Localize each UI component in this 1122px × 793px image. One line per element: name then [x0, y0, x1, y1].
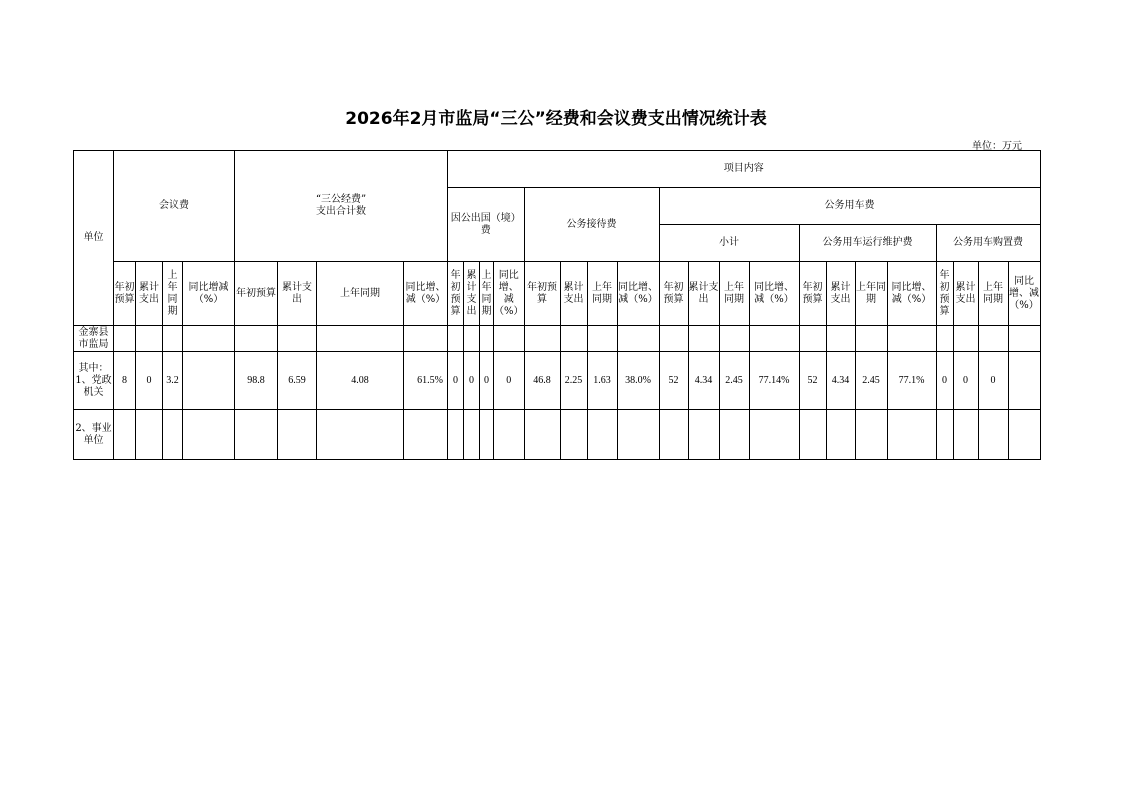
table-cell: 38.0%: [617, 352, 659, 410]
table-cell: [617, 326, 659, 352]
header-accum: 累计支出: [560, 262, 587, 326]
table-cell: 3.2: [163, 352, 183, 410]
table-cell: 0: [494, 352, 525, 410]
table-body: [74, 326, 1041, 460]
table-cell: [448, 326, 464, 352]
header-accum: 累计支出: [464, 262, 480, 326]
table-cell: [799, 326, 826, 352]
row-unit-label: 其中：1、党政机关: [74, 352, 114, 410]
header-budget: 年初预算: [524, 262, 560, 326]
table-cell: [524, 410, 560, 460]
table-cell: [688, 326, 719, 352]
row-unit-label: 2、事业单位: [74, 410, 114, 460]
header-unit: 单位: [74, 151, 114, 326]
header-accum: 累计支出: [953, 262, 978, 326]
table-cell: [855, 410, 887, 460]
table-cell: [1008, 352, 1040, 410]
table-cell: [317, 410, 404, 460]
table-cell: [659, 410, 688, 460]
table-cell: 52: [799, 352, 826, 410]
header-sangong-line1: “三公经费”: [315, 194, 367, 205]
header-yoy: 同比增、减（%）: [404, 262, 448, 326]
table-cell: 0: [936, 352, 953, 410]
header-budget: 年初预算: [936, 262, 953, 326]
table-cell: [235, 326, 278, 352]
table-cell: [448, 410, 464, 460]
header-sangong-line2: 支出合计数: [316, 206, 366, 217]
table-cell: [719, 410, 749, 460]
table-cell: 0: [978, 352, 1008, 410]
table-cell: [978, 410, 1008, 460]
header-lastyear: 上年同期: [480, 262, 494, 326]
header-accum: 累计支出: [826, 262, 855, 326]
table-cell: [1008, 410, 1040, 460]
table-cell: [136, 410, 163, 460]
header-yoy: 同比增、减（%）: [494, 262, 525, 326]
table-cell: [183, 410, 235, 460]
table-cell: [404, 326, 448, 352]
table-cell: [114, 326, 136, 352]
header-yoy: 同比增、减（%）: [749, 262, 799, 326]
table-cell: 0: [464, 352, 480, 410]
table-cell: [617, 410, 659, 460]
header-budget: 年初预算: [114, 262, 136, 326]
table-cell: [826, 326, 855, 352]
table-row: [74, 352, 1041, 410]
table-cell: 2.25: [560, 352, 587, 410]
table-cell: [114, 410, 136, 460]
table-cell: [855, 326, 887, 352]
table-cell: [235, 410, 278, 460]
header-lastyear: 上年同期: [855, 262, 887, 326]
header-budget: 年初预算: [799, 262, 826, 326]
header-lastyear: 上年同期: [317, 262, 404, 326]
table-cell: [494, 326, 525, 352]
unit-label: 单位：万元: [972, 141, 1022, 152]
table-cell: [183, 326, 235, 352]
table-cell: [560, 410, 587, 460]
table-cell: [317, 326, 404, 352]
header-budget: 年初预算: [448, 262, 464, 326]
table-cell: [749, 410, 799, 460]
header-sangong-total: [235, 151, 448, 262]
header-vehicle-run: 公务用车运行维护费: [799, 225, 936, 262]
header-budget: 年初预算: [235, 262, 278, 326]
table-cell: 4.08: [317, 352, 404, 410]
table-cell: 0: [136, 352, 163, 410]
table-cell: [936, 326, 953, 352]
table-cell: [524, 326, 560, 352]
table-cell: [953, 410, 978, 460]
header-subtotal: 小计: [659, 225, 799, 262]
table-cell: 0: [480, 352, 494, 410]
table-cell: [688, 410, 719, 460]
header-accum: 累计支出: [688, 262, 719, 326]
page-title: 2026年2月市监局“三公”经费和会议费支出情况统计表: [345, 109, 767, 129]
table-cell: 1.63: [587, 352, 617, 410]
table-cell: [480, 326, 494, 352]
table-cell: [587, 410, 617, 460]
table-cell: [799, 410, 826, 460]
statistics-table: [73, 150, 1041, 460]
header-lastyear: 上年同期: [719, 262, 749, 326]
table-cell: [278, 410, 317, 460]
table-cell: 46.8: [524, 352, 560, 410]
table-cell: 8: [114, 352, 136, 410]
header-accum: 累计支出: [278, 262, 317, 326]
header-vehicle: 公务用车费: [659, 188, 1040, 225]
table-cell: 98.8: [235, 352, 278, 410]
table-cell: 0: [953, 352, 978, 410]
header-accum: 累计支出: [136, 262, 163, 326]
table-cell: [719, 326, 749, 352]
header-abroad: 因公出国（境）费: [448, 188, 525, 262]
table-cell: 52: [659, 352, 688, 410]
table-cell: [278, 326, 317, 352]
table-cell: [587, 326, 617, 352]
table-cell: 4.34: [826, 352, 855, 410]
table-cell: [978, 326, 1008, 352]
table-cell: [464, 326, 480, 352]
table-cell: [826, 410, 855, 460]
table-cell: [136, 326, 163, 352]
header-yoy: 同比增、减（%）: [1008, 262, 1040, 326]
header-project: 项目内容: [448, 151, 1041, 188]
header-vehicle-buy: 公务用车购置费: [936, 225, 1040, 262]
table-row: [74, 326, 1041, 352]
table-cell: [163, 326, 183, 352]
table-cell: [659, 326, 688, 352]
row-unit-label: 金寨县市监局: [74, 326, 114, 352]
table-cell: [936, 410, 953, 460]
table-cell: 77.14%: [749, 352, 799, 410]
header-yoy: 同比增减（%）: [183, 262, 235, 326]
table-cell: 77.1%: [887, 352, 936, 410]
table-cell: [163, 410, 183, 460]
header-lastyear: 上年同期: [978, 262, 1008, 326]
table-cell: 0: [448, 352, 464, 410]
table-cell: 2.45: [719, 352, 749, 410]
table-cell: [953, 326, 978, 352]
header-yoy: 同比增、减（%）: [617, 262, 659, 326]
table-cell: [404, 410, 448, 460]
table-cell: [887, 410, 936, 460]
table-cell: [183, 352, 235, 410]
table-cell: [887, 326, 936, 352]
table-cell: [1008, 326, 1040, 352]
table-cell: 2.45: [855, 352, 887, 410]
table-cell: [464, 410, 480, 460]
table-cell: [749, 326, 799, 352]
header-budget: 年初预算: [659, 262, 688, 326]
table-row: [74, 410, 1041, 460]
header-meeting: 会议费: [114, 151, 235, 262]
table-cell: [480, 410, 494, 460]
header-lastyear: 上年同期: [587, 262, 617, 326]
table-cell: [560, 326, 587, 352]
header-reception: 公务接待费: [524, 188, 659, 262]
header-yoy: 同比增、减（%）: [887, 262, 936, 326]
table-cell: [494, 410, 525, 460]
table-cell: 6.59: [278, 352, 317, 410]
header-lastyear: 上年同期: [163, 262, 183, 326]
table-cell: 4.34: [688, 352, 719, 410]
table-cell: 61.5%: [404, 352, 448, 410]
